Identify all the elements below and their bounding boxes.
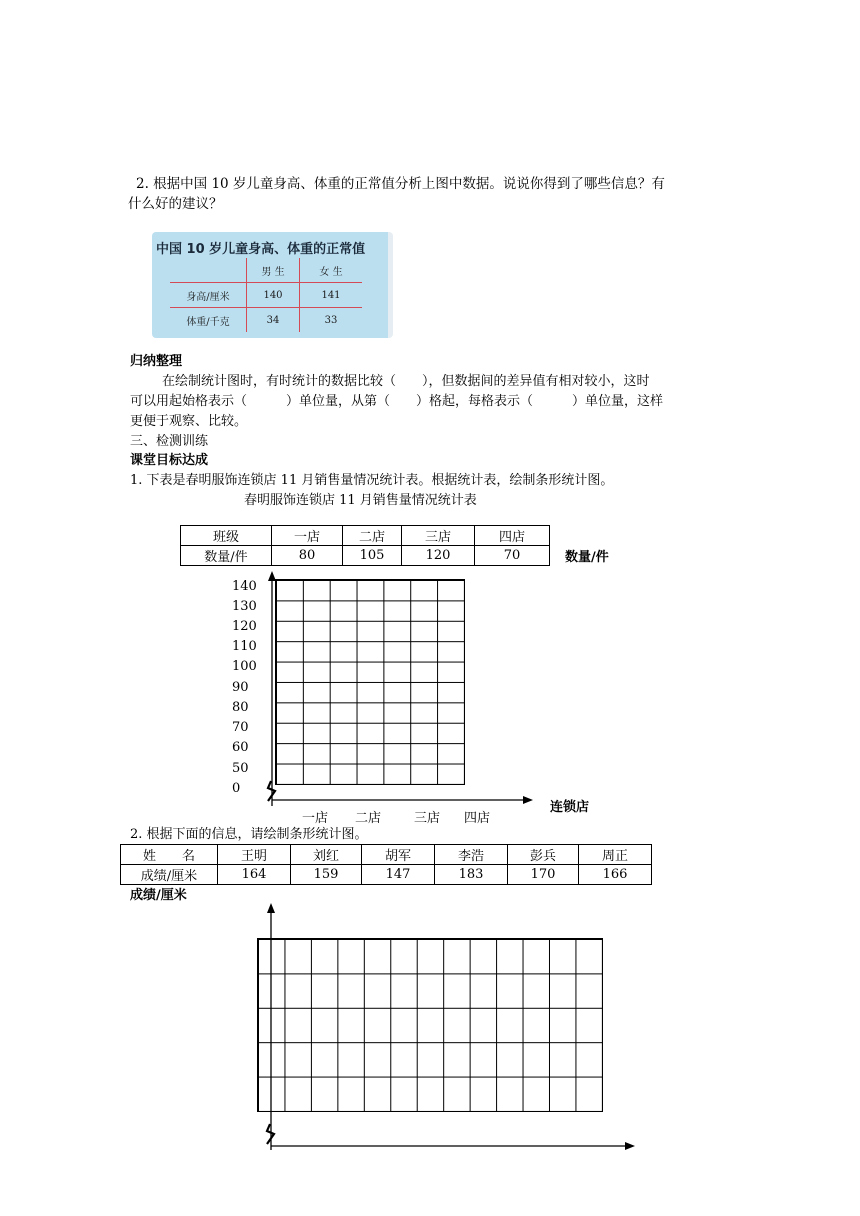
question-2-line1: 2. 根据中国 10 岁儿童身高、体重的正常值分析上图中数据。说说你得到了哪些信息？有 (136, 176, 665, 192)
scores-cell: 170 (508, 865, 579, 885)
chart1-grid (275, 579, 465, 785)
sales-cell: 105 (343, 546, 402, 566)
chart1-y-unit: 数量/件 (565, 550, 609, 565)
summary-line2: 可以用起始格表示（ ）单位量，从第（ ）格起，每格表示（ ）单位量，这样 (130, 394, 664, 409)
section-3-subheading: 课堂目标达成 (130, 453, 209, 468)
scores-header-cell: 胡军 (362, 845, 435, 865)
norm-cell: 141 (300, 283, 363, 308)
chart1-y-tick: 0 (232, 781, 241, 796)
sales-cell: 80 (272, 546, 343, 566)
chart1-y-tick: 130 (232, 599, 257, 614)
chart1-y-tick: 110 (232, 639, 257, 654)
scores-cell: 164 (218, 865, 291, 885)
sales-header-cell: 三店 (402, 526, 475, 546)
summary-line3: 更便于观察、比较。 (130, 414, 248, 429)
chart1-x-label: 一店 (302, 811, 329, 826)
section-3-heading: 三、检测训练 (130, 434, 209, 449)
norm-col-boy: 男 生 (247, 258, 300, 283)
norm-card-title: 中国 10 岁儿童身高、体重的正常值 (156, 242, 366, 257)
norm-row-label: 身高/厘米 (170, 283, 247, 308)
chart1-y-tick: 60 (232, 740, 249, 755)
sales-cell: 70 (475, 546, 550, 566)
chart1-y-tick: 140 (232, 579, 257, 594)
exercise-1-table-title: 春明服饰连锁店 11 月销售量情况统计表 (244, 493, 477, 508)
exercise-2-instruction: 2. 根据下面的信息，请绘制条形统计图。 (130, 827, 368, 842)
sales-header-cell: 班级 (181, 526, 272, 546)
sales-header-cell: 一店 (272, 526, 343, 546)
chart1-y-tick: 70 (232, 720, 249, 735)
scores-header-cell: 周正 (579, 845, 652, 865)
chart1-y-tick: 50 (232, 761, 249, 776)
scores-header-cell: 姓 名 (121, 845, 218, 865)
chart1-x-label: 二店 (355, 811, 382, 826)
scores-table (120, 844, 652, 885)
chart1-x-label: 三店 (414, 811, 441, 826)
scores-header-cell: 王明 (218, 845, 291, 865)
chart2-y-unit: 成绩/厘米 (130, 888, 187, 903)
scores-cell: 159 (291, 865, 362, 885)
scores-header-cell: 刘红 (291, 845, 362, 865)
chart1-x-unit: 连锁店 (550, 800, 590, 815)
chart2-x-arrow-icon (625, 1142, 635, 1150)
scores-cell: 成绩/厘米 (121, 865, 218, 885)
sales-cell: 数量/件 (181, 546, 272, 566)
chart1-x-label: 四店 (464, 811, 491, 826)
norm-cell: 33 (300, 308, 363, 333)
scores-cell: 166 (579, 865, 652, 885)
sales-header-cell: 二店 (343, 526, 402, 546)
norm-cell: 34 (247, 308, 300, 333)
exercise-1-instruction: 1. 下表是春明服饰连锁店 11 月销售量情况统计表。根据统计表，绘制条形统计图。 (130, 473, 614, 488)
scores-cell: 147 (362, 865, 435, 885)
chart1-y-tick: 90 (232, 680, 249, 695)
chart1-y-tick: 80 (232, 700, 249, 715)
chart1-y-tick: 100 (232, 659, 257, 674)
summary-line1: 在绘制统计图时，有时统计的数据比较（ ），但数据间的差异值有相对较小，这时 (162, 374, 650, 389)
chart1-y-tick: 120 (232, 619, 257, 634)
question-2-line2: 什么好的建议？ (128, 196, 223, 212)
chart2-grid (257, 938, 603, 1112)
norm-cell: 140 (247, 283, 300, 308)
scores-header-cell: 彭兵 (508, 845, 579, 865)
summary-heading: 归纳整理 (130, 354, 183, 369)
norm-col-girl: 女 生 (300, 258, 363, 283)
norm-row-label: 体重/千克 (186, 316, 230, 328)
sales-cell: 120 (402, 546, 475, 566)
chart1-x-arrow-icon (523, 796, 533, 804)
chart2-y-arrow-icon (267, 903, 275, 913)
sales-header-cell: 四店 (475, 526, 550, 546)
scores-header-cell: 李浩 (435, 845, 508, 865)
scores-cell: 183 (435, 865, 508, 885)
